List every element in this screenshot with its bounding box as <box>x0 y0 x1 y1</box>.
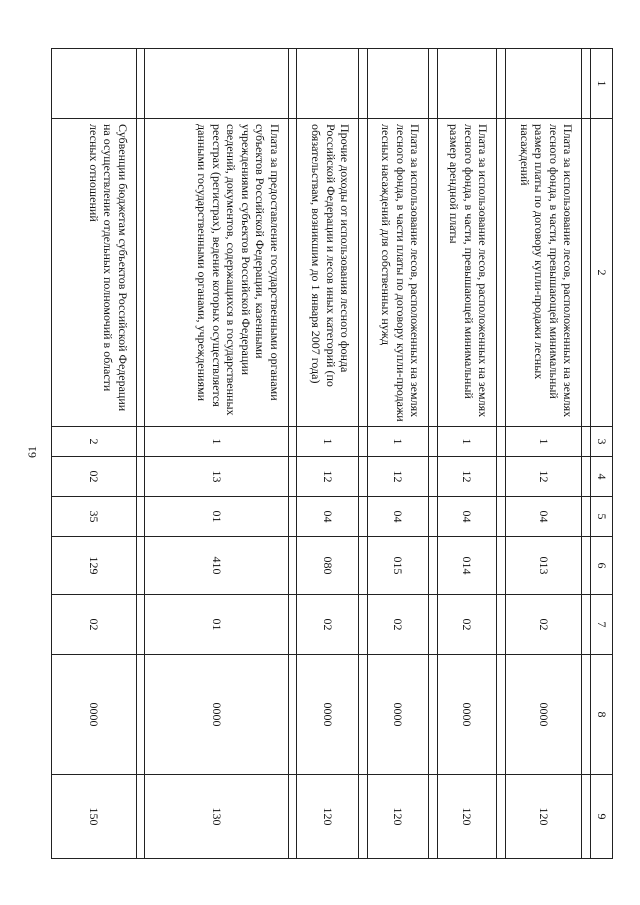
cell-description: Субвенции бюджетам субъектов Российской Федерации на осуществление отдельных полномочий в области лесных отношений <box>52 119 137 427</box>
cell-col8: 0000 <box>145 655 288 775</box>
table-header-row <box>590 49 612 859</box>
cell-col4: 13 <box>145 457 288 497</box>
cell-col4: 12 <box>367 457 429 497</box>
cell-col8: 0000 <box>297 655 359 775</box>
cell-col4: 12 <box>437 457 497 497</box>
cell-col8: 0000 <box>367 655 429 775</box>
table-row <box>367 49 429 859</box>
cell-col4: 12 <box>297 457 359 497</box>
cell-col6: 129 <box>52 537 137 595</box>
cell-description: Плата за предоставление государственными органами субъектов Российской Федерации, казенными учреждениями субъектов Российской Федерации сведений, документов, содержащихся в государственных реестрах (регистрах), ведение которых осуществляется данными государственными органами, учреждениями <box>145 119 288 427</box>
row-spacer <box>359 49 368 859</box>
cell-description: Прочие доходы от использования лесного фонда Российской Федерации и лесов иных категорий (по обязательствам, возникшим до 1 января 2007 года) <box>297 119 359 427</box>
cell-col6: 014 <box>437 537 497 595</box>
column-header: 5 <box>590 497 612 537</box>
cell-description: Плата за использование лесов, расположенных на землях лесного фонда, в части, превышающей минимальный размер платы по договору купли-продажи лесных насаждений <box>505 119 582 427</box>
budget-classification-table <box>51 48 613 859</box>
cell-col7: 02 <box>367 595 429 655</box>
cell-col9: 120 <box>297 775 359 859</box>
cell-col5: 04 <box>505 497 582 537</box>
cell-col8: 0000 <box>52 655 137 775</box>
column-header: 1 <box>590 49 612 119</box>
cell-col1 <box>367 49 429 119</box>
cell-col3: 1 <box>367 427 429 457</box>
cell-col5: 01 <box>145 497 288 537</box>
cell-col9: 150 <box>52 775 137 859</box>
cell-col9: 120 <box>367 775 429 859</box>
cell-col5: 04 <box>367 497 429 537</box>
table-row <box>52 49 137 859</box>
cell-col1 <box>505 49 582 119</box>
column-header: 6 <box>590 537 612 595</box>
cell-col1 <box>297 49 359 119</box>
table-row <box>145 49 288 859</box>
cell-col9: 130 <box>145 775 288 859</box>
row-spacer <box>582 49 591 859</box>
cell-col6: 015 <box>367 537 429 595</box>
column-header: 9 <box>590 775 612 859</box>
cell-col3: 1 <box>505 427 582 457</box>
column-header: 3 <box>590 427 612 457</box>
cell-col8: 0000 <box>505 655 582 775</box>
row-spacer <box>288 49 297 859</box>
column-header: 4 <box>590 457 612 497</box>
table-row <box>437 49 497 859</box>
cell-col8: 0000 <box>437 655 497 775</box>
cell-col3: 1 <box>145 427 288 457</box>
cell-col9: 120 <box>437 775 497 859</box>
column-header: 7 <box>590 595 612 655</box>
cell-col6: 013 <box>505 537 582 595</box>
cell-col7: 02 <box>437 595 497 655</box>
cell-description: Плата за использование лесов, расположенных на землях лесного фонда, в части, превышающей минимальный размер арендной платы <box>437 119 497 427</box>
cell-col4: 12 <box>505 457 582 497</box>
cell-col5: 04 <box>297 497 359 537</box>
cell-col6: 080 <box>297 537 359 595</box>
cell-col5: 35 <box>52 497 137 537</box>
cell-col7: 02 <box>297 595 359 655</box>
column-header: 8 <box>590 655 612 775</box>
cell-col7: 02 <box>52 595 137 655</box>
row-spacer <box>429 49 438 859</box>
cell-description: Плата за использование лесов, расположенных на землях лесного фонда, в части платы по договору купли-продажи лесных насаждений для собственных нужд <box>367 119 429 427</box>
rotated-table-wrapper <box>51 48 613 858</box>
table-row <box>297 49 359 859</box>
page-number: 61 <box>24 446 39 458</box>
cell-col3: 1 <box>437 427 497 457</box>
cell-col1 <box>145 49 288 119</box>
cell-col6: 410 <box>145 537 288 595</box>
row-spacer <box>497 49 506 859</box>
table-row <box>505 49 582 859</box>
cell-col4: 02 <box>52 457 137 497</box>
cell-col5: 04 <box>437 497 497 537</box>
cell-col1 <box>437 49 497 119</box>
cell-col1 <box>52 49 137 119</box>
column-header: 2 <box>590 119 612 427</box>
cell-col9: 120 <box>505 775 582 859</box>
cell-col7: 02 <box>505 595 582 655</box>
cell-col3: 2 <box>52 427 137 457</box>
cell-col7: 01 <box>145 595 288 655</box>
cell-col3: 1 <box>297 427 359 457</box>
row-spacer <box>137 49 146 859</box>
